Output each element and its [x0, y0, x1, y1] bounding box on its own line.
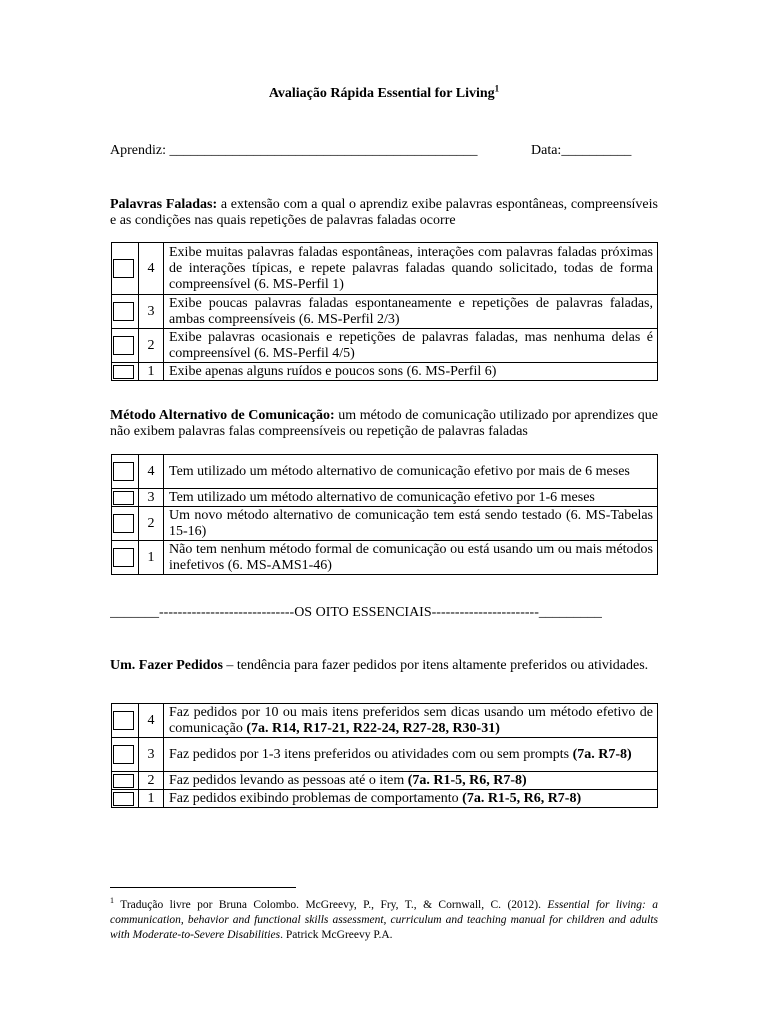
option-row — [112, 738, 658, 772]
spoken-words-options-table — [111, 242, 658, 381]
option-score: 2 — [139, 507, 164, 541]
option-text: Exibe poucas palavras faladas espontaneamente e repetições de palavras faladas, ambas compreensíveis (6. MS-Perfil 2/3) — [164, 295, 658, 329]
option-row — [112, 790, 658, 808]
option-row — [112, 704, 658, 738]
option-score: 4 — [139, 243, 164, 295]
option-row — [112, 329, 658, 363]
footnote-divider — [110, 887, 296, 888]
footnote: $^1$ Tradução livre por Bruna Colombo. McGreevy, P., Fry, T., & Cornwall, C. (2012). Essential for living: a communication, behavior and functional skills assessment, curriculum and teaching manual for children and adults with Moderate-to-Severe Disabilities. Patrick McGreevy P.A. — [110, 896, 659, 941]
option-row — [112, 541, 658, 575]
page-title: Avaliação Rápida Essential for Living$^1$ — [268, 83, 500, 101]
option-checkbox[interactable] — [113, 491, 134, 505]
option-text: Um novo método alternativo de comunicação tem está sendo testado (6. MS-Tabelas 15-16) — [164, 507, 658, 541]
option-score: 3 — [139, 295, 164, 329]
option-text: Faz pedidos por 10 ou mais itens preferidos sem dicas usando um método efetivo de comunicação (7a. R14, R17-21, R22-24, R27-28, R30-31) — [164, 704, 658, 738]
option-checkbox[interactable] — [113, 514, 134, 533]
option-row — [112, 243, 658, 295]
option-text: Faz pedidos por 1-3 itens preferidos ou atividades com ou sem prompts (7a. R7-8) — [164, 738, 658, 772]
option-score: 1 — [139, 790, 164, 808]
option-score: 3 — [139, 489, 164, 507]
option-reference: (7a. R1-5, R6, R7-8) — [462, 790, 582, 806]
section-heading: Palavras Faladas: — [110, 197, 218, 212]
option-score: 1 — [139, 363, 164, 381]
option-text: Tem utilizado um método alternativo de comunicação efetivo por 1-6 meses — [164, 489, 658, 507]
option-checkbox[interactable] — [113, 548, 134, 567]
option-text: Não tem nenhum método formal de comunicação ou está usando um ou mais métodos inefetivos (6. MS-AMS1-46) — [164, 541, 658, 575]
option-row — [112, 455, 658, 489]
section-alt-communication-description: Método Alternativo de Comunicação: um método de comunicação utilizado por aprendizes que não exibem palavras falas compreensíveis ou repetição de palavras faladas — [110, 408, 658, 439]
option-checkbox[interactable] — [113, 302, 134, 321]
option-row — [112, 489, 658, 507]
date-field[interactable]: Data:__________ — [531, 143, 632, 158]
option-reference: (7a. R14, R17-21, R22-24, R27-28, R30-31) — [246, 720, 500, 736]
option-checkbox[interactable] — [113, 462, 134, 481]
option-text: Exibe muitas palavras faladas espontâneas, interações com palavras faladas próximas de interações típicas, e repete palavras faladas quando solicitado, todas de forma compreensível (6. MS-Perfil 1) — [164, 243, 658, 295]
option-row — [112, 507, 658, 541]
section-heading: Método Alternativo de Comunicação: — [110, 408, 335, 423]
option-score: 4 — [139, 704, 164, 738]
option-reference: (7a. R1-5, R6, R7-8) — [407, 772, 527, 788]
option-score: 3 — [139, 738, 164, 772]
option-checkbox[interactable] — [113, 365, 134, 379]
option-score: 2 — [139, 772, 164, 790]
option-checkbox[interactable] — [113, 745, 134, 764]
option-text: Exibe palavras ocasionais e repetições de palavras faladas, mas nenhuma delas é compreensível (6. MS-Perfil 4/5) — [164, 329, 658, 363]
option-score: 2 — [139, 329, 164, 363]
alt-communication-options-table — [111, 454, 658, 575]
option-score: 1 — [139, 541, 164, 575]
option-checkbox[interactable] — [113, 774, 134, 788]
option-checkbox[interactable] — [113, 336, 134, 355]
option-text: Exibe apenas alguns ruídos e poucos sons (6. MS-Perfil 6) — [164, 363, 658, 381]
section-heading: Um. Fazer Pedidos — [110, 658, 223, 673]
section-requests-description: Um. Fazer Pedidos – tendência para fazer pedidos por itens altamente preferidos ou atividades. — [110, 658, 649, 673]
option-text: Tem utilizado um método alternativo de comunicação efetivo por mais de 6 meses — [164, 455, 658, 489]
option-row — [112, 772, 658, 790]
option-checkbox[interactable] — [113, 259, 134, 278]
option-checkbox[interactable] — [113, 792, 134, 806]
requests-options-table — [111, 703, 658, 808]
learner-field[interactable]: Aprendiz: ____________________________________________ — [110, 143, 478, 158]
eight-essentials-separator: _______-----------------------------OS OITO ESSENCIAIS-----------------------_________ — [110, 605, 602, 620]
option-reference: (7a. R7-8) — [572, 746, 632, 762]
option-score: 4 — [139, 455, 164, 489]
option-row — [112, 363, 658, 381]
option-text: Faz pedidos levando as pessoas até o item (7a. R1-5, R6, R7-8) — [164, 772, 658, 790]
section-spoken-words-description: Palavras Faladas: a extensão com a qual o aprendiz exibe palavras espontâneas, compreensíveis e as condições nas quais repetições de palavras faladas ocorre — [110, 197, 658, 228]
option-row — [112, 295, 658, 329]
option-checkbox[interactable] — [113, 711, 134, 730]
option-text: Faz pedidos exibindo problemas de comportamento (7a. R1-5, R6, R7-8) — [164, 790, 658, 808]
